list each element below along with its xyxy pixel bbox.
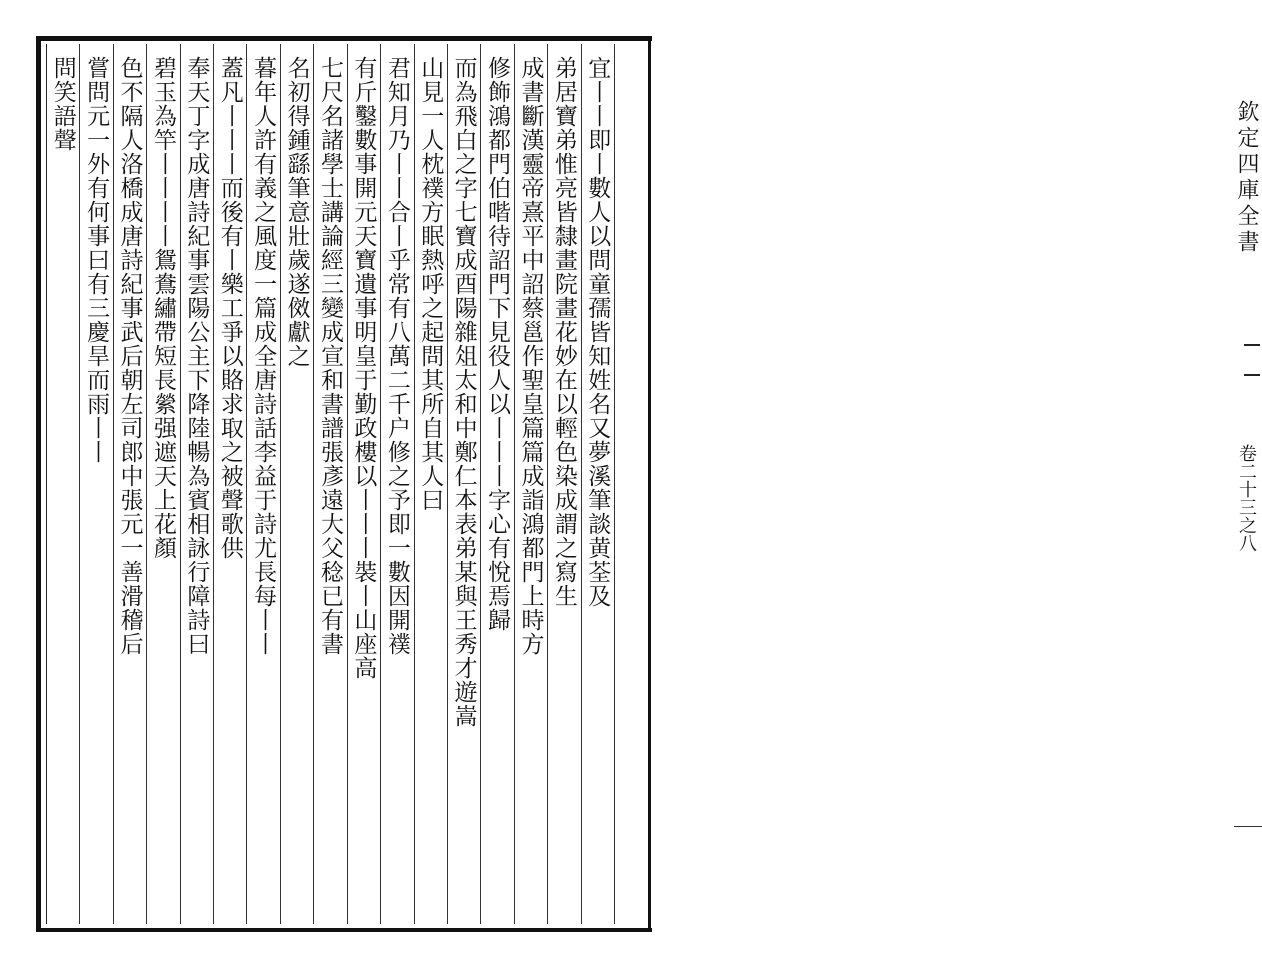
column-rule xyxy=(213,44,214,924)
text-column: 色不隔人洛橋成唐詩紀事武后朝左司郎中張元一善滑稽后 xyxy=(116,56,143,656)
border-left xyxy=(36,36,41,932)
text-column: 暮年人許有義之風度一篇成全唐詩話李益于詩尤長每丨丨 xyxy=(250,56,277,656)
center-margin xyxy=(614,44,1259,924)
margin-tick xyxy=(1234,826,1262,827)
volume-label: 卷二十三之八 xyxy=(1236,444,1257,552)
border-right xyxy=(648,36,651,932)
column-rule xyxy=(547,44,548,924)
book-title: 欽定四庫全書 xyxy=(1234,100,1259,256)
text-column: 弟居寶弟惟亮皆隸畫院畫花妙在以輕色染成謂之寫生 xyxy=(550,56,577,608)
text-column: 名初得鍾繇筆意壯歲遂傚獻之 xyxy=(283,56,310,368)
column-rule xyxy=(447,44,448,924)
column-rule xyxy=(313,44,314,924)
text-column: 君知月乃丨丨合丨乎常有八萬二千户修之予即一數因開襆 xyxy=(383,56,410,656)
column-rule xyxy=(246,44,247,924)
border-bottom xyxy=(36,928,652,932)
text-column: 成書斷漢靈帝熹平中詔蔡邕作聖皇篇篇成詣鴻都門上時方 xyxy=(517,56,544,656)
text-column: 問笑語聲 xyxy=(49,56,76,152)
column-rule xyxy=(113,44,114,924)
text-column: 山見一人枕襆方眠熱呼之起問其所自其人曰 xyxy=(417,56,444,512)
text-column: 碧玉為竿丨丨丨丨鴛鴦繡帶短長縈强遮天上花顏 xyxy=(149,56,176,560)
column-rule xyxy=(79,44,80,924)
text-column: 有斤鑿數事開元天寶遺事明皇于勤政樓以丨丨丨裝丨山座高 xyxy=(350,56,377,680)
column-rule xyxy=(146,44,147,924)
text-column: 奉天丁字成唐詩紀事雲陽公主下降陸暢為賓相詠行障詩曰 xyxy=(183,56,210,656)
text-column: 修飾鴻都門伯喈待詔門下見役人以丨丨丨字心有悅焉歸 xyxy=(484,56,511,632)
text-column: 七尺名諸學士講論經三變成宣和書譜張彥遠大父稔已有書 xyxy=(317,56,343,656)
text-column: 而為飛白之字七寶成酉陽雜俎太和中鄭仁本表弟某與王秀才遊嵩 xyxy=(450,56,477,728)
column-rule xyxy=(581,44,582,924)
column-rule xyxy=(280,44,281,924)
text-column: 宜丨丨即丨數人以問童孺皆知姓名又夢溪筆談黄荃及 xyxy=(584,56,611,608)
column-rule xyxy=(480,44,481,924)
text-column: 蓋凡丨丨丨而後有丨樂工爭以賂求取之被聲歌供 xyxy=(216,56,243,560)
fishtail-mark xyxy=(1244,344,1260,376)
column-rule xyxy=(347,44,348,924)
column-rule xyxy=(380,44,381,924)
column-rule xyxy=(180,44,181,924)
column-rule xyxy=(514,44,515,924)
border-top xyxy=(36,36,652,41)
text-column: 嘗問元一外有何事曰有三慶旱而雨丨丨 xyxy=(83,56,110,464)
column-rule xyxy=(414,44,415,924)
